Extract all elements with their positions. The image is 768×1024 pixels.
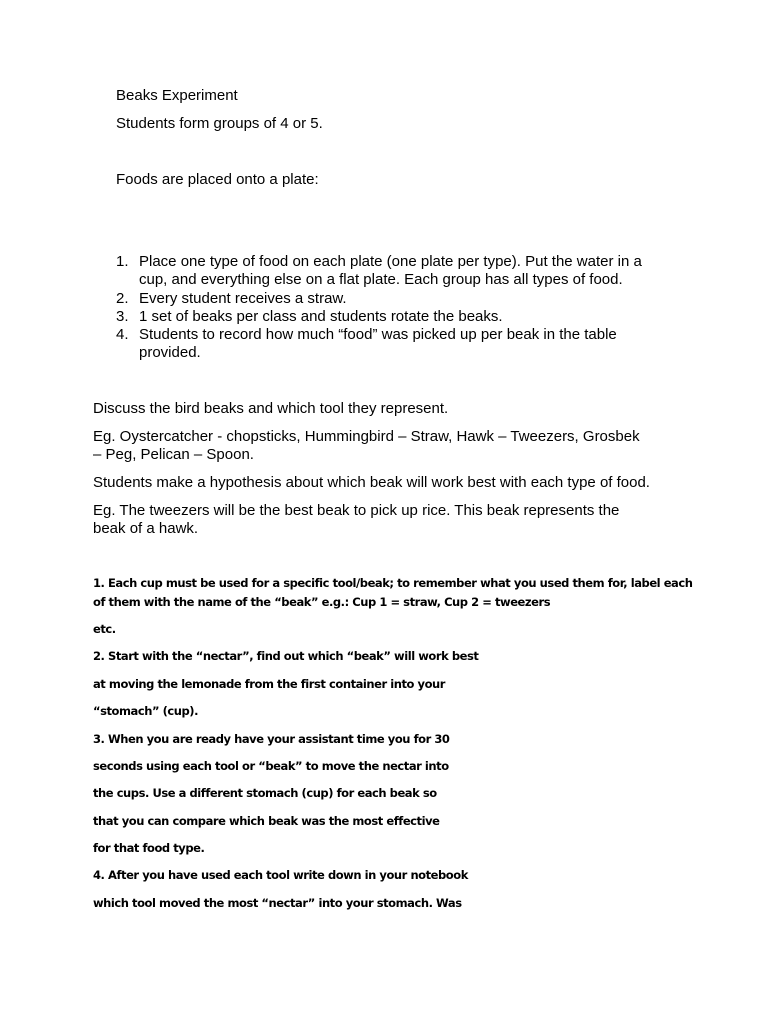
step-line: Every student receives a straw. bbox=[139, 290, 347, 307]
instruction-line: 1. Each cup must be used for a specific tool/beak; to remember what you used them for, label each bbox=[93, 576, 693, 590]
step-line: cup, and everything else on a flat plate. Each group has all types of food. bbox=[139, 271, 623, 288]
step-line: provided. bbox=[139, 344, 201, 361]
step-line: Place one type of food on each plate (one plate per type). Put the water in a bbox=[139, 253, 642, 270]
step-number: 1. bbox=[116, 253, 129, 270]
instruction-line: 4. After you have used each tool write down in your notebook bbox=[93, 868, 468, 882]
intro-groups: Students form groups of 4 or 5. bbox=[116, 115, 323, 132]
instruction-line: at moving the lemonade from the first container into your bbox=[93, 677, 446, 691]
instruction-line: of them with the name of the “beak” e.g.: Cup 1 = straw, Cup 2 = tweezers bbox=[93, 595, 551, 609]
instruction-line: seconds using each tool or “beak” to move the nectar into bbox=[93, 759, 449, 773]
instruction-line: 3. When you are ready have your assistant time you for 30 bbox=[93, 732, 450, 746]
intro-foods: Foods are placed onto a plate: bbox=[116, 171, 319, 188]
discussion-paragraph: Eg. Oystercatcher - chopsticks, Hummingbird – Straw, Hawk – Tweezers, Grosbek bbox=[93, 428, 640, 445]
step-number: 4. bbox=[116, 326, 129, 343]
discussion-paragraph: Students make a hypothesis about which beak will work best with each type of food. bbox=[93, 474, 650, 491]
step-line: 1 set of beaks per class and students rotate the beaks. bbox=[139, 308, 503, 325]
instruction-line: that you can compare which beak was the most effective bbox=[93, 814, 440, 828]
step-number: 3. bbox=[116, 308, 129, 325]
instruction-line: which tool moved the most “nectar” into your stomach. Was bbox=[93, 896, 462, 910]
document-title: Beaks Experiment bbox=[116, 87, 238, 104]
instruction-line: etc. bbox=[93, 622, 116, 636]
instruction-line: 2. Start with the “nectar”, find out which “beak” will work best bbox=[93, 649, 479, 663]
instruction-line: the cups. Use a different stomach (cup) for each beak so bbox=[93, 786, 437, 800]
instruction-line: for that food type. bbox=[93, 841, 205, 855]
step-number: 2. bbox=[116, 290, 129, 307]
step-line: Students to record how much “food” was picked up per beak in the table bbox=[139, 326, 617, 343]
instruction-line: “stomach” (cup). bbox=[93, 704, 199, 718]
discussion-paragraph: Eg. The tweezers will be the best beak to pick up rice. This beak represents the bbox=[93, 502, 620, 519]
discussion-paragraph: beak of a hawk. bbox=[93, 520, 199, 537]
discussion-paragraph: Discuss the bird beaks and which tool they represent. bbox=[93, 400, 449, 417]
discussion-paragraph: – Peg, Pelican – Spoon. bbox=[93, 446, 254, 463]
